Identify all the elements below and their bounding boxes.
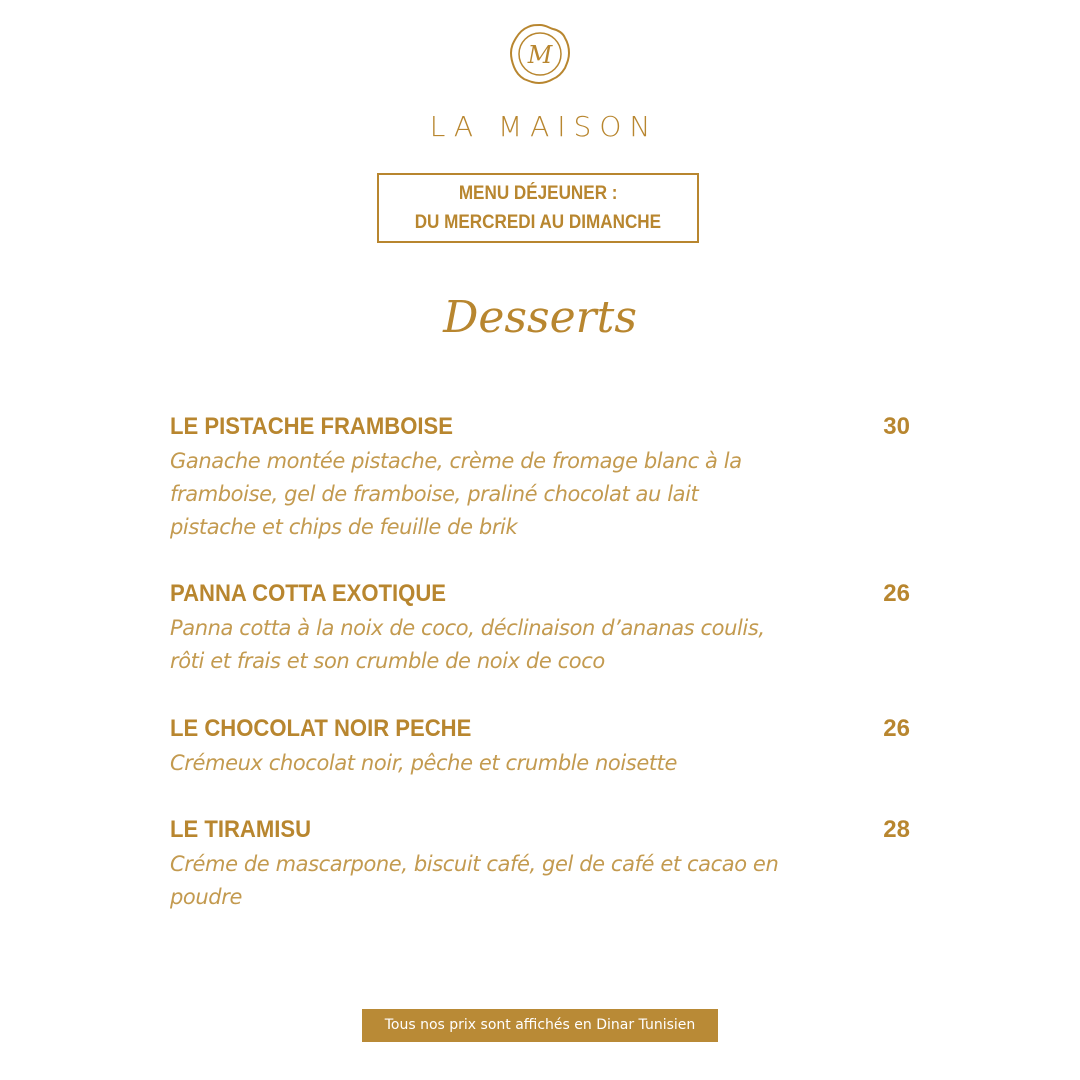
menu-item-name: LE TIRAMISU: [170, 816, 312, 843]
section-title: [440, 280, 640, 360]
menu-item-description: Ganache montée pistache, crème de fromage blanc à la framboise, gel de framboise, praliné chocolat au lait pistache et chips de feuille de brik: [170, 449, 742, 539]
menu-item-name: LE PISTACHE FRAMBOISE: [170, 413, 453, 440]
menu-item-price: 26: [883, 580, 910, 607]
menu-item-description: Créme de mascarpone, biscuit café, gel de café et cacao en poudre: [170, 852, 779, 909]
currency-note: Tous nos prix sont affichés en Dinar Tunisien: [362, 1009, 718, 1042]
menu-item-price: 30: [883, 413, 910, 440]
menu-item: [170, 579, 910, 678]
menu-item-name: PANNA COTTA EXOTIQUE: [170, 580, 446, 607]
brand-name: LA MAISON: [429, 110, 659, 143]
menu-item-description: Panna cotta à la noix de coco, déclinaison d’ananas coulis, rôti et frais et son crumble de noix de coco: [170, 616, 765, 673]
menu-schedule-box: [377, 173, 699, 243]
menu-item-name: LE CHOCOLAT NOIR PECHE: [170, 715, 472, 742]
menu-item-description: Crémeux chocolat noir, pêche et crumble noisette: [170, 751, 678, 775]
menu-item: [170, 815, 910, 914]
logo-monogram: M: [527, 41, 553, 69]
wax-seal-monogram-icon: [508, 22, 572, 86]
menu-item-price: 28: [883, 816, 910, 843]
section-title-text: Desserts: [443, 292, 637, 343]
menu-item-price: 26: [883, 715, 910, 742]
menu-item: [170, 714, 910, 780]
menu-item: [170, 412, 910, 544]
menu-box-line1: MENU DÉJEUNER :: [458, 183, 618, 204]
menu-box-line2: DU MERCREDI AU DIMANCHE: [414, 212, 662, 233]
